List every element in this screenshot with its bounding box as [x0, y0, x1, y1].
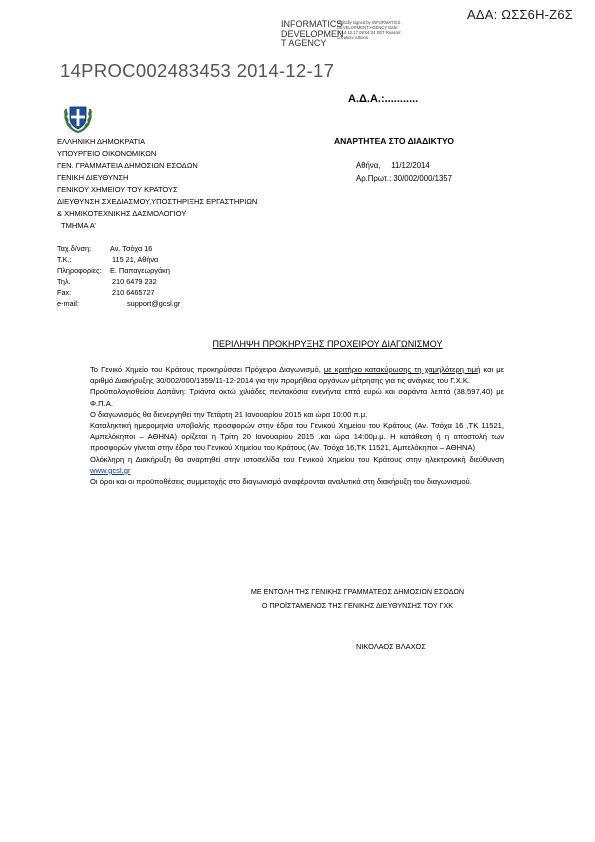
contact-value: Ε. Παπαγεωργάκη	[110, 266, 170, 275]
body-paragraph: Οι όροι και οι προϋποθέσεις συμμετοχής στο διαγωνισμό αναφέρονται αναλυτικά στη διακήρυξη του διαγωνισμού.	[90, 477, 472, 487]
greek-coat-of-arms-icon	[60, 99, 96, 135]
department-label: ΤΜΗΜΑ Α’	[61, 221, 96, 230]
contact-row	[57, 254, 180, 265]
document-subject: ΠΕΡΙΛΗΨΗ ΠΡΟΚΗΡΥΞΗΣ ΠΡΟΧΕΙΡΟΥ ΔΙΑΓΩΝΙΣΜΟΥ	[212, 339, 443, 349]
org-line: ΓΕΝΙΚΟΥ ΧΗΜΕΙΟΥ ΤΟΥ ΚΡΑΤΟΥΣ	[57, 185, 178, 194]
contact-value: 115 21, Αθήνα	[112, 255, 159, 264]
contact-key: Fax:	[57, 288, 72, 297]
org-line: ΕΛΛΗΝΙΚΗ ΔΗΜΟΚΡΑΤΙΑ	[57, 137, 146, 146]
body-paragraph: Ο διαγωνισμός θα διενεργηθεί την Τετάρτη 21 Ιανουαρίου 2015 και ώρα 10:00 π.μ.	[90, 409, 368, 419]
contact-key: Ταχ.δ/νση:	[57, 244, 92, 253]
org-line: & ΧΗΜΙΚΟΤΕΧΝΙΚΗΣ ΔΑΣΜΟΛΟΓΙΟΥ	[57, 209, 187, 218]
order-line: ΜΕ ΕΝΤΟΛΗ ΤΗΣ ΓΕΝΙΚΗΣ ΓΡΑΜΜΑΤΕΩΣ ΔΗΜΟΣΙΩΝ ΕΣΟΔΩΝ	[250, 587, 465, 596]
contact-value: 210 6465727	[112, 288, 155, 297]
organization-block	[57, 136, 257, 232]
place-date: Αθήνα, 11/12/2014	[356, 161, 430, 170]
contact-key: e-mail:	[57, 299, 79, 308]
contact-row	[57, 265, 180, 276]
contact-key: Πληροφορίες:	[57, 266, 102, 275]
document-body	[90, 364, 504, 487]
website-link[interactable]: www.gcsl.gr	[90, 465, 131, 475]
web-posting-notice: ΑΝΑΡΤΗΤΕΑ ΣΤΟ ΔΙΑΔΙΚΤΥΟ	[334, 136, 454, 146]
ada-top-label: ΑΔΑ: ΩΣΣ6Η-Ζ6Σ	[467, 7, 573, 22]
signature-org-name: INFORMATICS DEVELOPMEN T AGENCY	[281, 19, 344, 48]
body-paragraph: Ολόκληρη η Διακήρυξη θα αναρτηθεί στην ιστοσελίδα του Γενικού Χημείου του Κράτους στην ηλεκτρονική διεύθυνση www.gcsl.gr	[90, 454, 504, 475]
contact-value: 210 6479 232	[112, 277, 157, 286]
contact-value: Αν. Τσόχα 16	[110, 244, 153, 253]
body-paragraph: Προϋπολογισθείσα Δαπάνη: Τριάντα οκτώ χιλιάδες πεντακόσια ενενήντα επτά ευρώ και σαράντα λεπτά (38.597,40) με Φ.Π.Α.	[90, 387, 504, 408]
contact-email[interactable]: support@gcsl.gr	[127, 299, 181, 308]
order-line: Ο ΠΡΟΪΣΤΑΜΕΝΟΣ ΤΗΣ ΓΕΝΙΚΗΣ ΔΙΕΥΘΥΝΣΗΣ ΤΟΥ ΓΧΚ	[261, 601, 454, 610]
org-line: ΓΕΝ. ΓΡΑΜΜΑΤΕΙΑ ΔΗΜΟΣΙΩΝ ΕΣΟΔΩΝ	[57, 161, 198, 170]
contact-row	[57, 276, 180, 287]
award-criterion: με κριτήριο κατακύρωσης τη χαμηλότερη τιμή	[323, 365, 481, 374]
body-paragraph: Καταληκτική ημερομηνία υποβολής προσφορών στην έδρα του Γενικού Χημείου του Κράτους (Αν. Τσόχα 16 ,ΤΚ 11521, Αμπελόκηποι – ΑΘΗΝΑ) ορίζεται η Τρίτη 20 Ιανουαρίου 2015 .και ώρα 14:00μ.μ. Η κατάθεση ή η αποστολή των προσφορών γίνεται στην έδρα του Γενικού Χημείου του Κράτους (Αν. Τσόχα 16,ΤΚ 11521, Αμπελόκηποι – ΑΘΗΝΑ)	[90, 421, 504, 453]
proc-number: 14PROC002483453 2014-12-17	[60, 60, 335, 81]
org-line: ΓΕΝΙΚΗ ΔΙΕΥΘΥΝΣΗ	[57, 173, 129, 182]
contact-key: Τ.Κ.:	[57, 255, 72, 264]
ada-field-label: Α.Δ.Α.:...........	[348, 93, 419, 105]
protocol-number: Αρ.Πρωτ.: 30/002/000/1357	[356, 174, 452, 183]
org-line: ΥΠΟΥΡΓΕΙΟ ΟΙΚΟΝΟΜΙΚΩΝ	[57, 149, 157, 158]
signature-details: Digitally signed by INFORMATICS DEVELOPMENT AGENCY Date: 2014.12.17 09:04:24 EET Reason: Location: Athens	[337, 20, 402, 40]
body-paragraph: Το Γενικό Χημείο του Κράτους προκηρύσσει Πρόχειρο Διαγωνισμό, με κριτήριο κατακύρωσης τη χαμηλότερη τιμή και με αριθμό Διακήρυξης 30/002/000/1359/11-12-2014 για την προμήθεια οργάνων μέτρησης για τις ανάγκες του Γ.Χ.Κ.	[90, 365, 505, 386]
contact-row	[57, 243, 180, 254]
org-line: ΔΙΕΥΘΥΝΣΗ ΣΧΕΔΙΑΣΜΟΥ,ΥΠΟΣΤΗΡΙΞΗΣ ΕΡΓΑΣΤΗΡΙΩΝ	[57, 197, 258, 206]
signer-name: ΝΙΚΟΛΑΟΣ ΒΛΑΧΟΣ	[356, 642, 426, 651]
contact-row	[57, 287, 180, 298]
contact-block	[57, 243, 180, 309]
contact-row	[57, 298, 180, 309]
contact-key: Τηλ.	[57, 277, 71, 286]
